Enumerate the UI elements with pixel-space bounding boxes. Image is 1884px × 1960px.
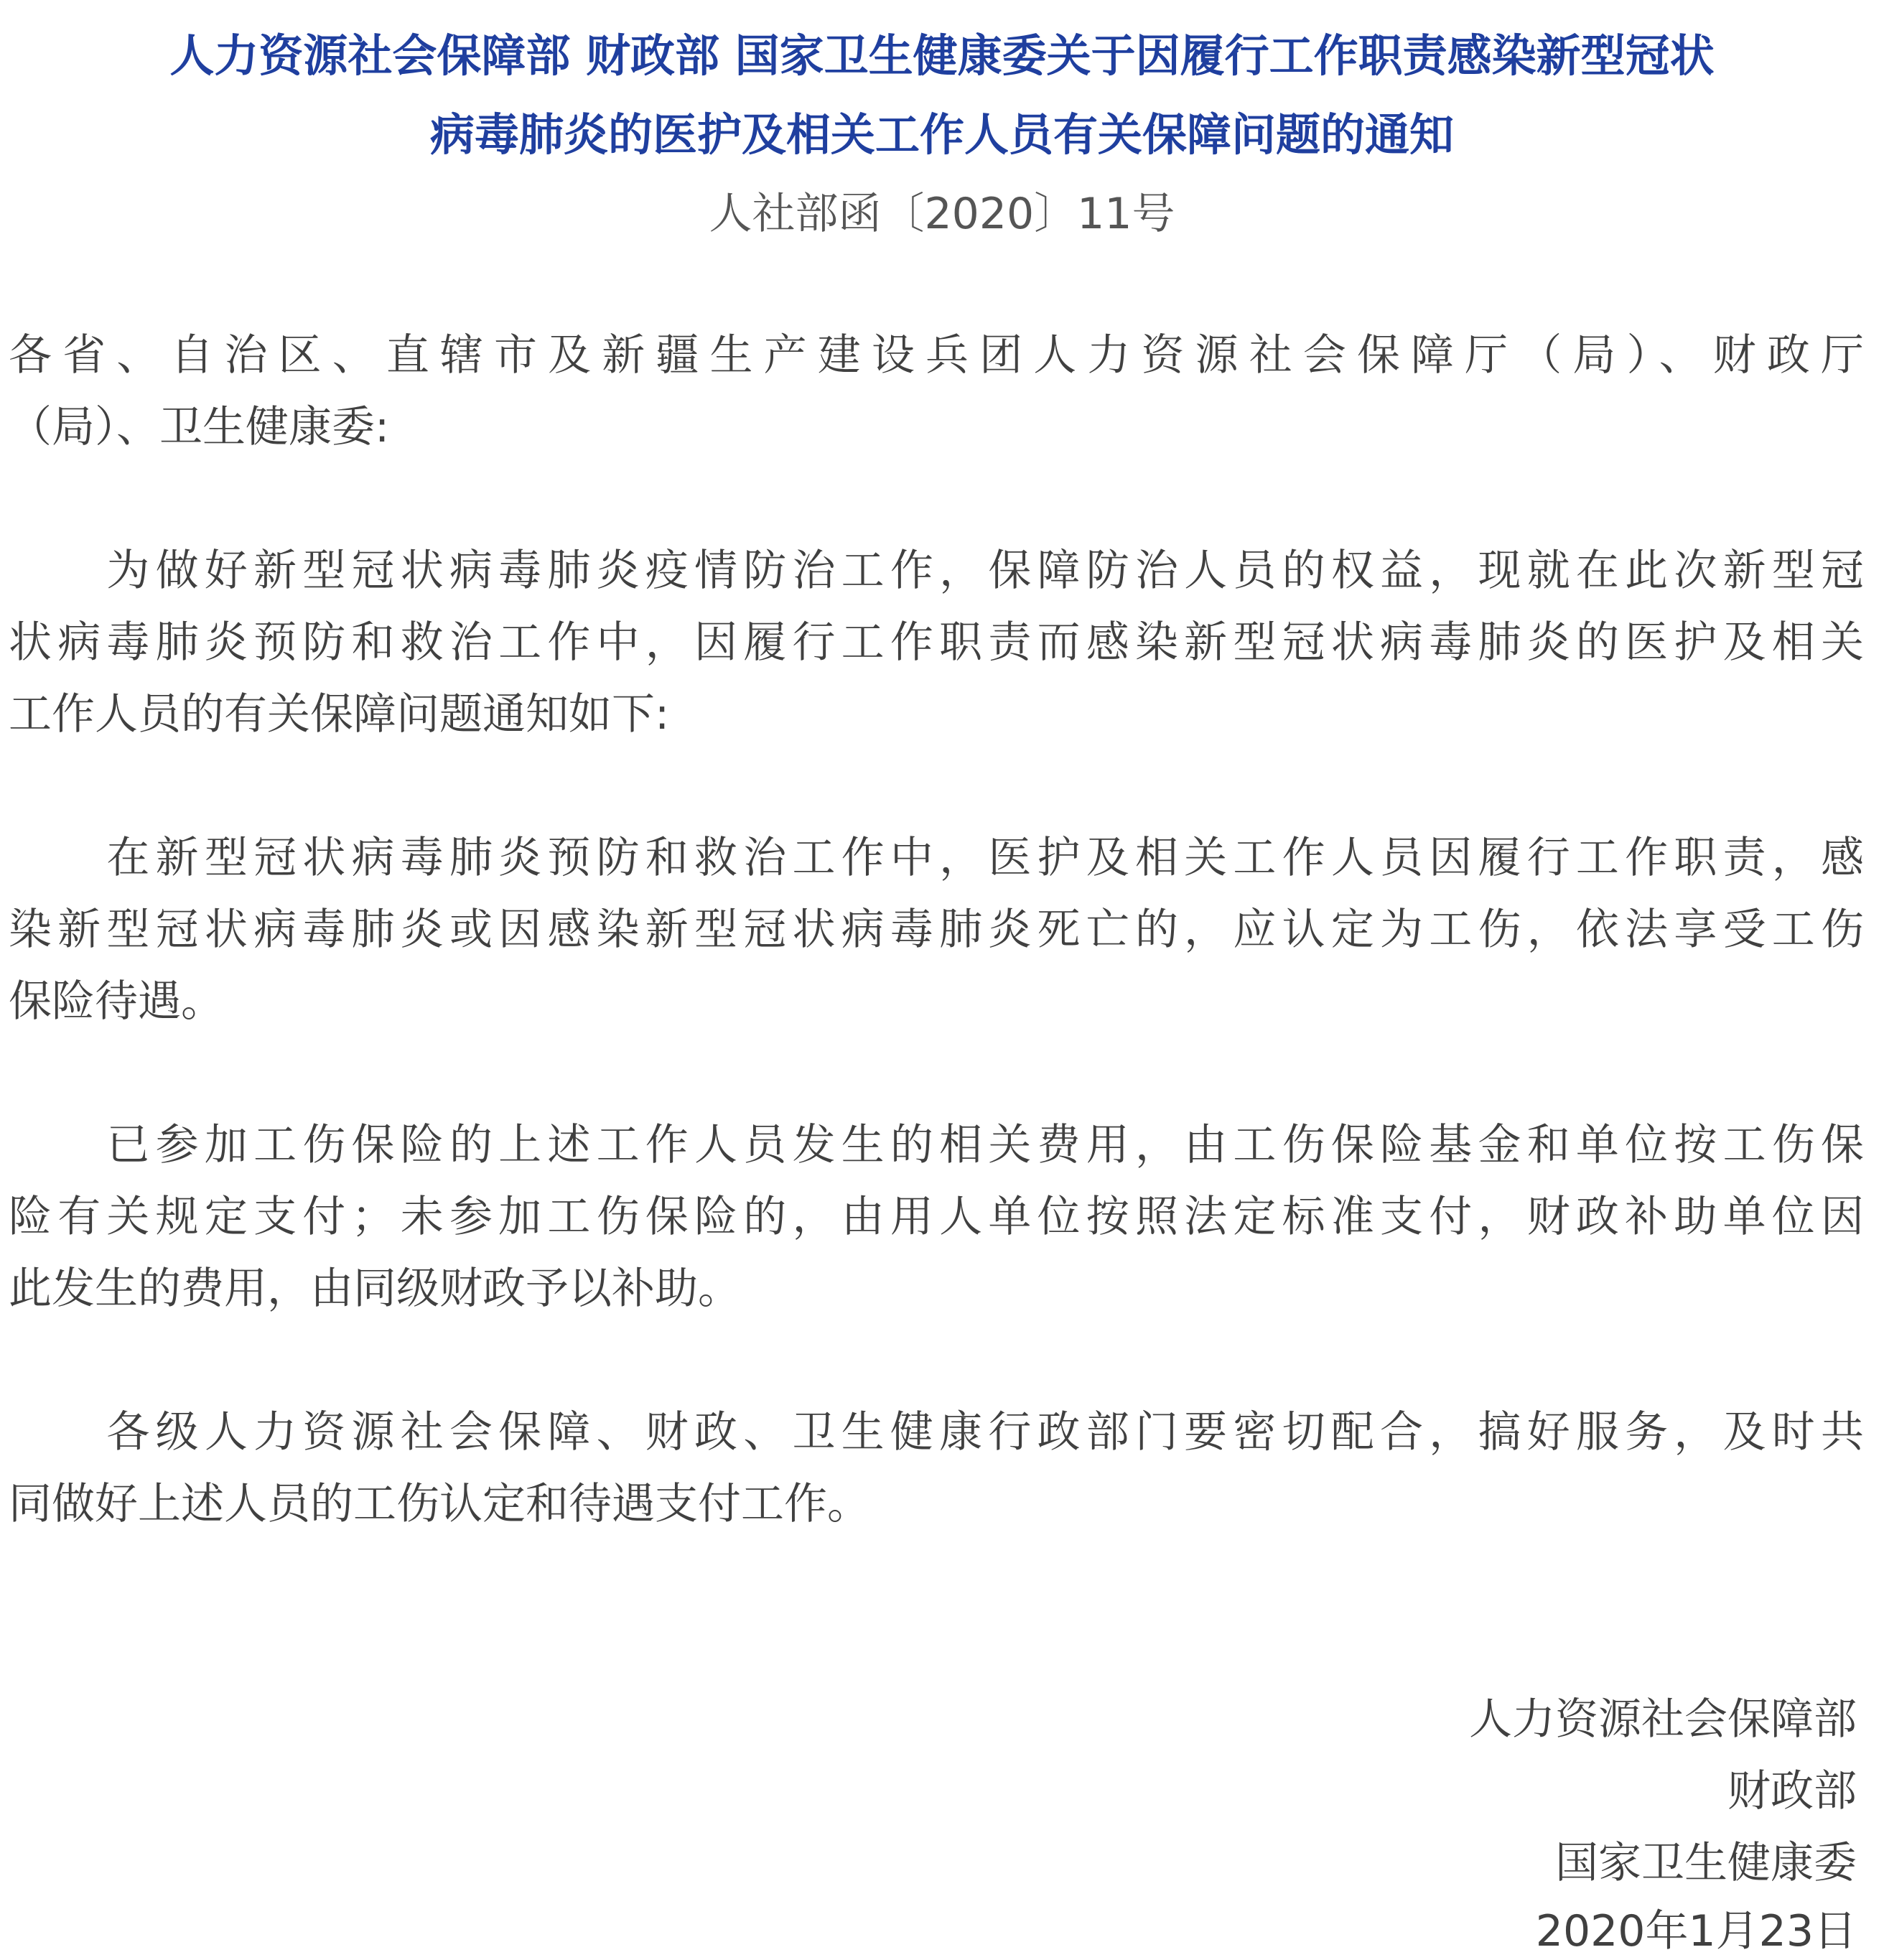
paragraph-1-line-2: 状病毒肺炎预防和救治工作中，因履行工作职责而感染新型冠状病毒肺炎的医护及相关 — [9, 617, 1864, 668]
paragraph-4-line-1: 各级人力资源社会保障、财政、卫生健康行政部门要密切配合，搞好服务，及时共 — [9, 1407, 1864, 1457]
document-number: 人社部函〔2020〕11号 — [709, 189, 1175, 239]
paragraph-3-line-2: 险有关规定支付；未参加工伤保险的，由用人单位按照法定标准支付，财政补助单位因 — [9, 1192, 1864, 1242]
signature-nhc: 国家卫生健康委 — [1555, 1838, 1857, 1888]
document-title-line-1: 人力资源社会保障部 财政部 国家卫生健康委关于因履行工作职责感染新型冠状 — [169, 29, 1715, 82]
signature-ministry-finance: 财政部 — [1727, 1766, 1857, 1816]
paragraph-1-line-1: 为做好新型冠状病毒肺炎疫情防治工作，保障防治人员的权益，现就在此次新型冠 — [9, 546, 1864, 596]
document-date: 2020年1月23日 — [1535, 1906, 1857, 1956]
paragraph-3-line-3: 此发生的费用，由同级财政予以补助。 — [9, 1264, 741, 1314]
paragraph-3-line-1: 已参加工伤保险的上述工作人员发生的相关费用，由工伤保险基金和单位按工伤保 — [9, 1120, 1864, 1170]
paragraph-2-line-1: 在新型冠状病毒肺炎预防和救治工作中，医护及相关工作人员因履行工作职责，感 — [9, 833, 1864, 883]
addressee-line-1: 各省、自治区、直辖市及新疆生产建设兵团人力资源社会保障厅（局）、财政厅 — [9, 330, 1864, 381]
document-title-line-2: 病毒肺炎的医护及相关工作人员有关保障问题的通知 — [429, 108, 1454, 161]
paragraph-4-line-2: 同做好上述人员的工伤认定和待遇支付工作。 — [9, 1479, 870, 1529]
signature-ministry-hrss: 人力资源社会保障部 — [1469, 1694, 1857, 1745]
addressee-line-2: （局）、卫生健康委: — [9, 402, 390, 452]
paragraph-2-line-3: 保险待遇。 — [9, 976, 224, 1027]
paragraph-2-line-2: 染新型冠状病毒肺炎或因感染新型冠状病毒肺炎死亡的，应认定为工伤，依法享受工伤 — [9, 905, 1864, 955]
paragraph-1-line-3: 工作人员的有关保障问题通知如下: — [9, 689, 670, 739]
